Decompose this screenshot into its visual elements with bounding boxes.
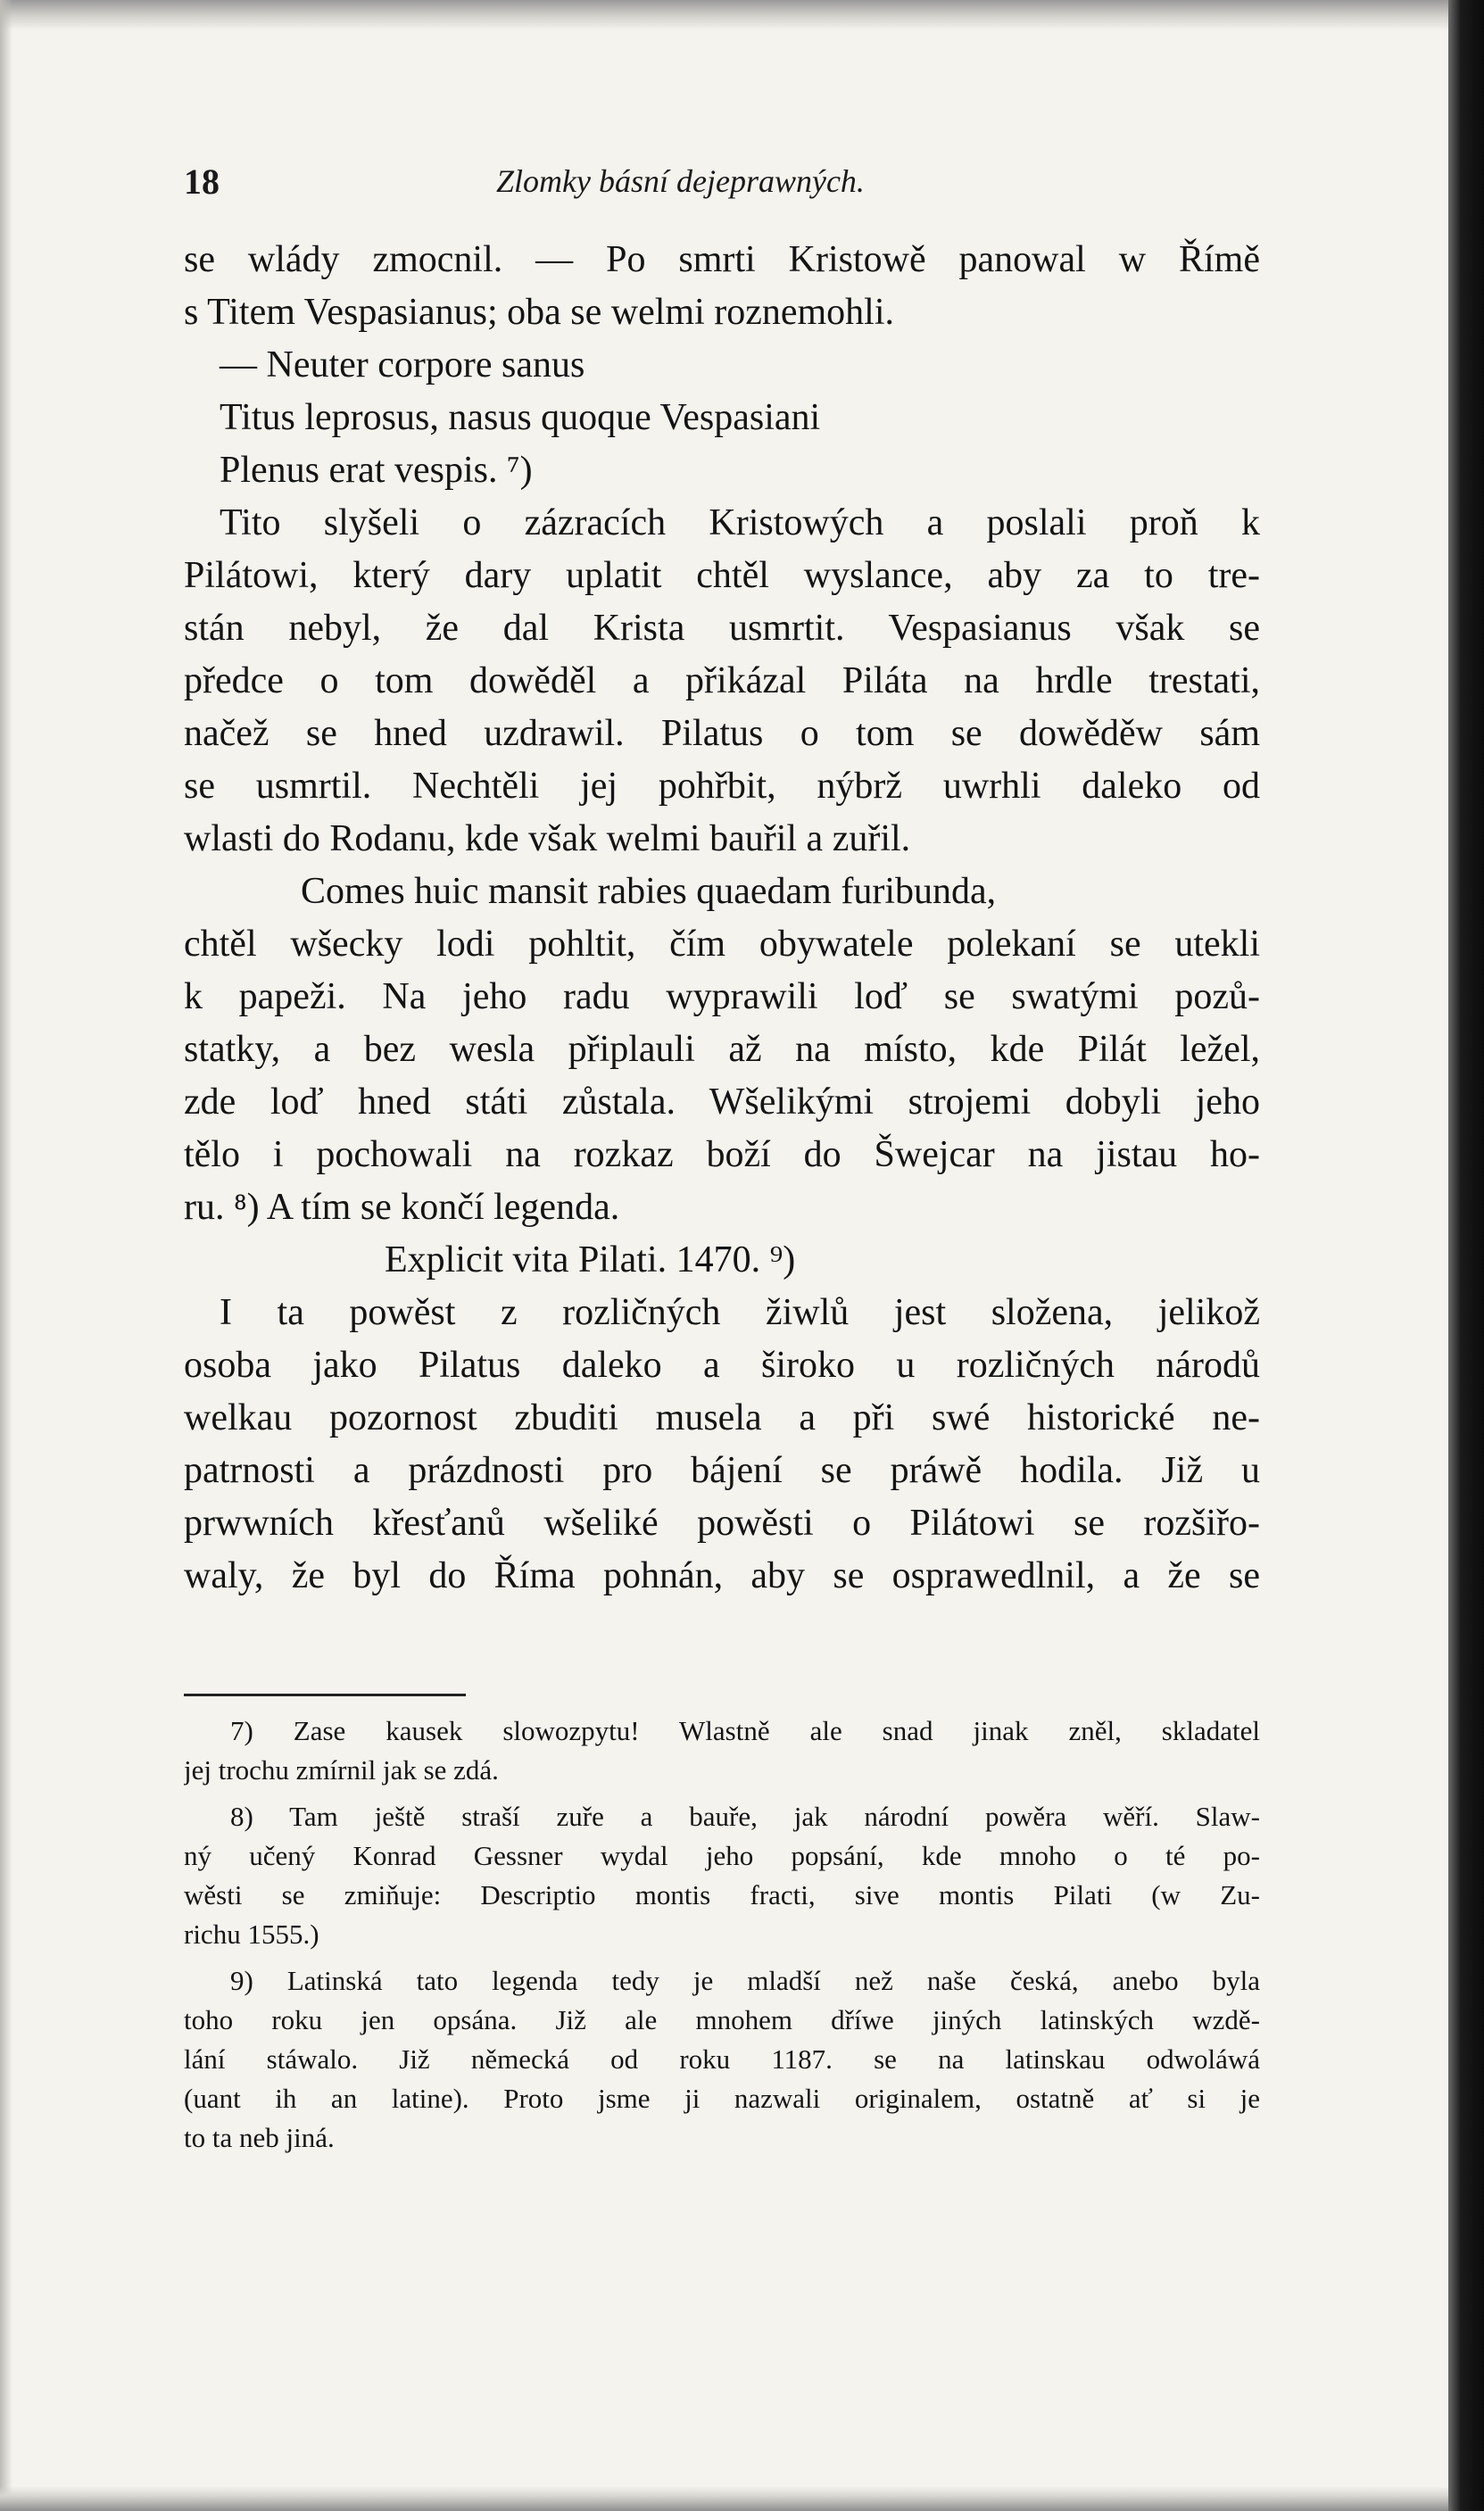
- footnote-line: ný učený Konrad Gessner wydal jeho popsání, kde mnoho o té po-: [184, 1840, 1260, 1871]
- footnote-line: toho roku jen opsána. Již ale mnohem dříwe jiných latinských wzdě-: [184, 2004, 1260, 2035]
- body-line: Pilátowi, který dary uplatit chtěl wyslance, aby za to tre-: [184, 555, 1260, 596]
- body-line: chtěl wšecky lodi pohltit, čím obywatele polekaní se utekli: [184, 924, 1260, 965]
- footnote-divider: [184, 1694, 466, 1696]
- verse-line: — Neuter corpore sanus: [220, 344, 585, 385]
- body-line: welkau pozornost zbuditi musela a při swé historické ne-: [184, 1397, 1260, 1438]
- footnote-line: wěsti se zmiňuje: Descriptio montis fracti, sive montis Pilati (w Zu-: [184, 1879, 1260, 1910]
- running-title: Zlomky básní dejeprawných.: [496, 163, 865, 199]
- body-line: zde loď hned státi zůstala. Wšelikými strojemi dobyli jeho: [184, 1081, 1260, 1123]
- body-line: se usmrtil. Nechtěli jej pohřbit, nýbrž uwrhli daleko od: [184, 766, 1260, 807]
- body-line: předce o tom dowěděl a přikázal Piláta na hrdle trestati,: [184, 660, 1260, 701]
- running-head: [184, 161, 1260, 214]
- body-line: wlasti do Rodanu, kde však welmi bauřil a zuřil.: [184, 818, 911, 859]
- body-line: ru. ⁸) A tím se končí legenda.: [184, 1187, 620, 1228]
- footnote-9: [184, 1961, 1260, 2158]
- page-number: 18: [184, 162, 220, 202]
- footnote-line: to ta neb jiná.: [184, 2122, 335, 2153]
- verse-line: Titus leprosus, nasus quoque Vespasiani: [220, 397, 821, 438]
- footnote-line: richu 1555.): [184, 1918, 319, 1950]
- body-line: načež se hned uzdrawil. Pilatus o tom se dowěděw sám: [184, 713, 1260, 754]
- body-line: Tito slyšeli o zázracích Kristowých a poslali proň k: [220, 502, 1260, 543]
- footnote-line: 8) Tam ještě straší zuře a bauře, jak národní powěra wěří. Slaw-: [230, 1801, 1260, 1832]
- footnote-line: 9) Latinská tato legenda tedy je mladší než naše česká, anebo byla: [230, 1965, 1260, 1996]
- body-line: tělo i pochowali na rozkaz boží do Šwejcar na jistau ho-: [184, 1134, 1260, 1175]
- body-line: osoba jako Pilatus daleko a široko u rozličných národů: [184, 1345, 1260, 1386]
- body-line: se wlády zmocnil. — Po smrti Kristowě panowal w Římě: [184, 239, 1260, 280]
- body-line: stán nebyl, že dal Krista usmrtit. Vespasianus však se: [184, 608, 1260, 649]
- body-line: statky, a bez wesla připlauli až na místo, kde Pilát ležel,: [184, 1029, 1260, 1070]
- footnote-line: 7) Zase kausek slowozpytu! Wlastně ale snad jinak zněl, skladatel: [230, 1715, 1260, 1746]
- body-line: I ta powěst z rozličných žiwlů jest složena, jelikož: [220, 1292, 1260, 1333]
- scan-edge-right: [1448, 0, 1484, 2511]
- explicit-line: Explicit vita Pilati. 1470. ⁹): [385, 1239, 796, 1280]
- footnote-8: [184, 1797, 1260, 1954]
- body-line: k papeži. Na jeho radu wyprawili loď se swatými pozů-: [184, 976, 1260, 1017]
- footnote-7: [184, 1711, 1260, 1790]
- footnote-line: lání stáwalo. Již německá od roku 1187. se na latinskau odwoláwá: [184, 2043, 1260, 2075]
- footnote-line: jej trochu zmírnil jak se zdá.: [184, 1754, 499, 1786]
- scan-edge-left: [0, 0, 12, 2511]
- scan-edge-bottom: [0, 2486, 1484, 2511]
- footnotes: [184, 1711, 1260, 2158]
- scan-edge-top: [0, 0, 1484, 30]
- body-line: patrnosti a prázdnosti pro bájení se práwě hodila. Již u: [184, 1450, 1260, 1491]
- body-line: s Titem Vespasianus; oba se welmi roznemohli.: [184, 292, 895, 333]
- body-line: waly, že byl do Říma pohnán, aby se osprawedlnil, a že se: [184, 1555, 1260, 1596]
- verse-line: Plenus erat vespis. ⁷): [220, 450, 533, 491]
- latin-quote-line: Comes huic mansit rabies quaedam furibunda,: [301, 871, 997, 912]
- body-line: prwwních křesťanů wšeliké powěsti o Pilátowi se rozšiřo-: [184, 1503, 1260, 1544]
- footnote-line: (uant ih an latine). Proto jsme ji nazwali originalem, ostatně ať si je: [184, 2083, 1260, 2114]
- body-text: [184, 234, 1260, 1603]
